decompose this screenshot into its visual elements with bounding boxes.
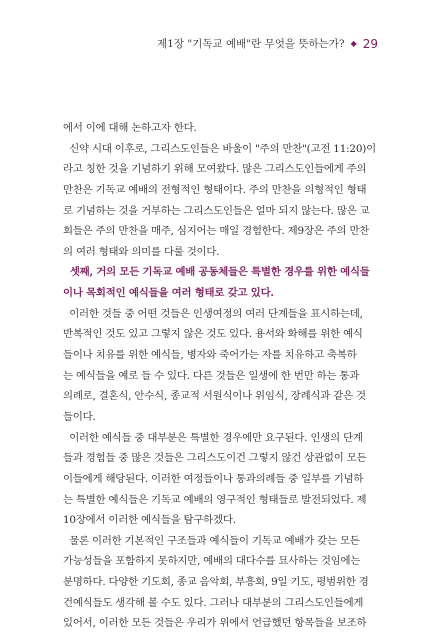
body-text [63,118,377,634]
diamond-separator-icon: ◆ [350,39,357,48]
chapter-title: 제1장 "기독교 예배"란 무엇을 뜻하는가? [157,38,345,50]
text-line: 의례로, 결혼식, 안수식, 종교적 서원식이나 위임식, 장례식과 같은 것 [63,390,366,403]
text-line: 회들은 주의 만찬을 매주, 심지어는 매일 경험한다. 제9장은 주의 만찬 [63,225,370,238]
text-line: 는 예식들을 예로 들 수 있다. 다른 것들은 일생에 한 번만 하는 통과 [63,369,360,382]
text-line: 신약 시대 이후로, 그리스도인들은 바울이 "주의 만찬"(고전 11:20)이 [63,142,376,155]
text-line: 있어서, 이러한 모든 것들은 우리가 위에서 언급했던 항목들을 보조하 [63,617,367,630]
text-line: 로 기념하는 것을 거부하는 그리스도인들은 얼마 되지 않는다. 많은 교 [63,204,370,217]
text-line: 이러한 예식들 중 대부분은 특별한 경우에만 요구된다. 인생의 단계 [63,431,363,444]
text-line: 들이다. [63,410,96,423]
text-line: 건예식들도 생각해 볼 수도 있다. 그러나 대부분의 그리스도인들에게 [63,596,364,609]
emphasized-text-line: 셋째, 거의 모든 기독교 예배 공동체들은 특별한 경우를 위한 예식들 [63,266,370,279]
text-line: 물론 이러한 기본적인 구조들과 예식들이 기독교 예배가 갖는 모든 [63,534,360,547]
text-line: 는 특별한 예식들은 기독교 예배의 영구적인 형태들로 발전되었다. 제 [63,493,367,506]
emphasized-text-line: 이나 목회적인 예식들을 여러 형태로 갖고 있다. [63,287,274,300]
text-line: 반복적인 것도 있고 그렇지 않은 것도 있다. 용서와 화해를 위한 예식 [63,328,363,341]
text-line: 에서 이에 대해 논하고자 한다. [63,122,197,134]
text-line: 의 여러 형태와 의미를 다룰 것이다. [63,245,220,258]
text-line: 라고 칭한 것을 기념하기 위해 모여왔다. 많은 그리스도인들에게 주의 [63,163,367,176]
text-line: 10장에서 이러한 예식들을 탐구하겠다. [63,514,236,527]
text-line: 이들에게 해당된다. 이러한 여정들이나 통과의례들 중 일부를 기념하 [63,472,364,485]
page-number: 29 [362,36,378,51]
text-line: 들이나 치유를 위한 예식들, 병자와 죽어가는 자를 치유하고 축복하 [63,349,357,362]
text-line: 만찬은 기독교 예배의 전형적인 형태이다. 주의 만찬을 의형적인 형태 [63,183,367,196]
text-line: 분명하다. 다양한 기도회, 종교 음악회, 부흥회, 9일 기도, 평범위한 경 [63,576,369,589]
text-line: 가능성들을 포함하지 못하지만, 예배의 대다수를 묘사하는 것임에는 [63,555,361,568]
text-line: 이러한 것들 중 어떤 것들은 인생여정의 여러 단계들을 표시하는데, [63,307,363,320]
running-header [157,36,378,51]
text-line: 들과 경험들 중 많은 것들은 그리스도이건 그렇지 않건 상관없이 모든 [63,452,367,465]
